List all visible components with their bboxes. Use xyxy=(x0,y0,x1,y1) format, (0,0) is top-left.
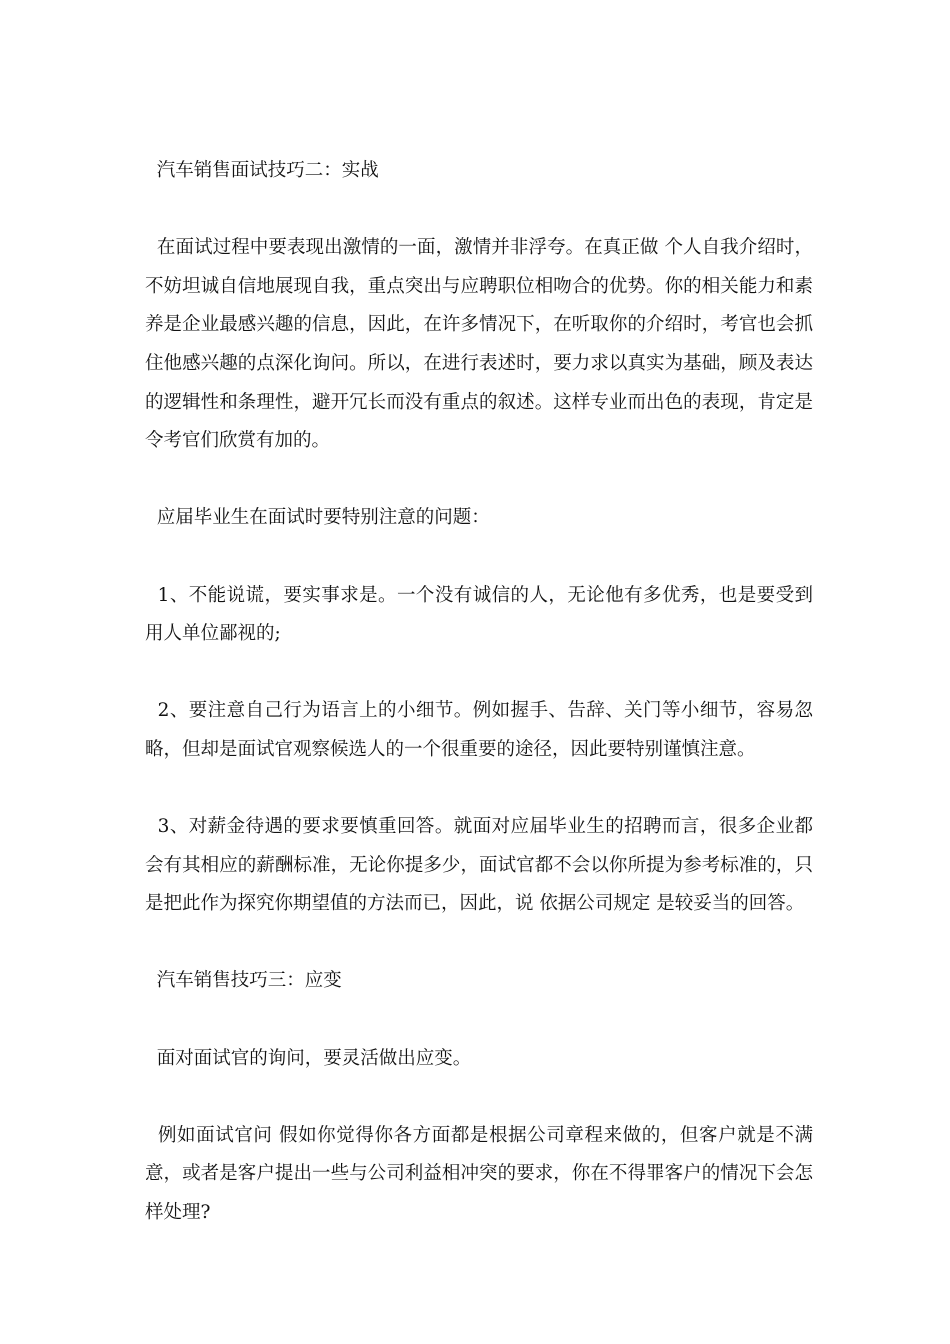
paragraph-passion: 在面试过程中要表现出激情的一面，激情并非浮夸。在真正做 个人自我介绍时，不妨坦诚自信地展现自我，重点突出与应聘职位相吻合的优势。你的相关能力和素养是企业最感兴趣的信息，因此，在许多情况下，在听取你的介绍时，考官也会抓住他感兴趣的点深化询问。所以，在进行表述时，要力求以真实为基础，顾及表达的逻辑性和条理性，避开冗长而没有重点的叙述。这样专业而出色的表现，肯定是令考官们欣赏有加的。 xyxy=(145,237,813,452)
paragraph-adapt-intro: 面对面试官的询问，要灵活做出应变。 xyxy=(145,1047,472,1069)
section-heading-adapt: 汽车销售技巧三：应变 xyxy=(145,970,342,992)
document-body xyxy=(145,152,813,1233)
paragraph-example-question: 例如面试官问 假如你觉得你各方面都是根据公司章程来做的，但客户就是不满意，或者是客户提出一些与公司利益相冲突的要求，你在不得罪客户的情况下会怎样处理? xyxy=(145,1124,813,1224)
paragraph-gap xyxy=(145,1001,813,1040)
list-item-salary: 3、对薪金待遇的要求要慎重回答。就面对应届毕业生的招聘而言，很多企业都会有其相应的薪酬标准，无论你提多少，面试官都不会以你所提为参考标准的，只是把此作为探究你期望值的方法而已，因此，说 依据公司规定 是较妥当的回答。 xyxy=(145,816,813,915)
paragraph-gap xyxy=(145,654,813,693)
paragraph-gap xyxy=(145,924,813,963)
paragraph-gap xyxy=(145,191,813,230)
list-item-honesty: 1、不能说谎，要实事求是。一个没有诚信的人，无论他有多优秀，也是要受到用人单位鄙视的; xyxy=(145,584,813,645)
paragraph-gap xyxy=(145,1078,813,1117)
section-heading-practice: 汽车销售面试技巧二：实战 xyxy=(145,160,379,181)
list-item-details: 2、要注意自己行为语言上的小细节。例如握手、告辞、关门等小细节，容易忽略，但却是面试官观察候选人的一个很重要的途径，因此要特别谨慎注意。 xyxy=(145,700,813,760)
paragraph-gap xyxy=(145,538,813,577)
paragraph-gap xyxy=(145,461,813,500)
paragraph-graduate-issues-heading: 应届毕业生在面试时要特别注意的问题： xyxy=(145,507,490,529)
paragraph-gap xyxy=(145,770,813,809)
